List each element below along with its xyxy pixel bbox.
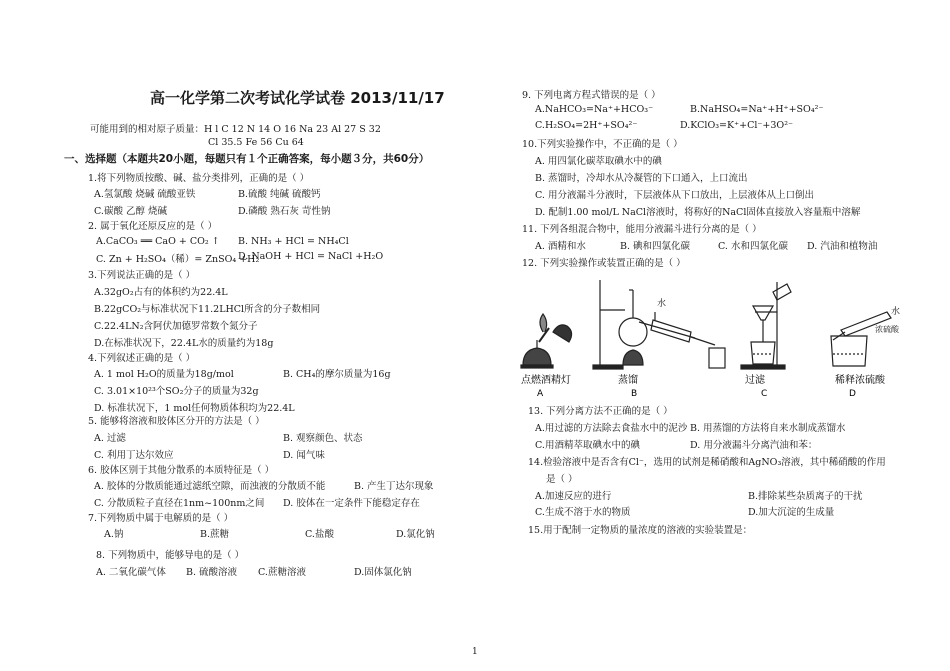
apparatus-d [831,305,900,366]
q10-opt-c: C. 用分液漏斗分液时，下层液体从下口放出，上层液体从上口倒出 [535,190,814,201]
q13-opt-c: C.用酒精萃取碘水中的碘 [535,440,640,451]
q6-opt-a: A. 胶体的分散质能通过滤纸空隙，而浊液的分散质不能 [94,481,326,492]
q7-opt-c: C.盐酸 [305,529,334,540]
q6-opt-d: D. 胶体在一定条件下能稳定存在 [283,498,420,509]
apparatus-figure [515,270,910,405]
q1-opt-a: A.氢氯酸 烧碱 硫酸亚铁 [94,189,196,200]
q14-opt-a: A.加速反应的进行 [535,491,612,502]
atomic-mass-line-1: 可能用到的相对原子质量：H l C 12 N 14 O 16 Na 23 Al 27 S 32 [90,124,381,135]
q6-opt-c: C. 分散质粒子直径在1nm~100nm之间 [94,498,265,509]
q5-opt-c: C. 利用丁达尔效应 [94,450,174,461]
q6-opt-b: B. 产生丁达尔现象 [354,481,434,492]
q7-opt-b: B.蔗糖 [200,529,230,540]
apparatus-b [593,280,725,369]
q13-opt-b: B. 用蒸馏的方法将自来水制成蒸馏水 [690,423,846,434]
q5-opt-b: B. 观察颜色、状态 [283,433,363,444]
q2-opt-a: A.CaCO₃ ══ CaO + CO₂ ↑ [96,236,220,247]
q11-opt-d: D. 汽油和植物油 [807,241,878,252]
q1-opt-c: C.碳酸 乙醇 烧碱 [94,206,167,217]
q5: 5. 能够将溶液和胶体区分开的方法是（ ） [88,416,265,427]
q13: 13. 下列分离方法不正确的是（ ） [528,406,673,417]
q2-opt-c: C. Zn + H₂SO₄（稀）= ZnSO₄ +H₂ [96,254,260,265]
atomic-mass-line-2: Cl 35.5 Fe 56 Cu 64 [208,137,304,148]
q7: 7.下列物质中属于电解质的是（ ） [88,513,234,524]
q2-opt-d: D. NaOH + HCl = NaCl +H₂O [238,251,384,262]
letter-a: A [537,389,544,399]
q11-opt-a: A. 酒精和水 [535,241,586,252]
q9-opt-a: A.NaHCO₃=Na⁺+HCO₃⁻ [535,104,654,115]
caption-a: 点燃酒精灯 [521,375,571,386]
q4-opt-b: B. CH₄的摩尔质量为16g [283,369,391,380]
q3-opt-b: B.22gCO₂与标准状况下11.2LHCl所含的分子数相同 [94,304,321,315]
section-header: 一、选择题（本题共20小题，每题只有１个正确答案，每小题３分，共60分） [64,153,430,165]
q13-opt-d: D. 用分液漏斗分离汽油和苯： [690,440,818,451]
apparatus-c [741,282,791,369]
q5-opt-a: A. 过滤 [94,433,126,444]
q8-opt-a: A. 二氧化碳气体 [96,567,166,578]
svg-text:浓硫酸: 浓硫酸 [875,325,899,334]
apparatus-a [521,314,572,368]
q3-opt-c: C.22.4LN₂含阿伏加德罗常数个氮分子 [94,321,258,332]
q5-opt-d: D. 闻气味 [283,450,325,461]
q14-cont: 是（ ） [546,474,578,485]
q3-opt-a: A.32gO₂占有的体积约为22.4L [94,287,228,298]
q3: 3.下列说法正确的是（ ） [88,270,196,281]
q2: 2. 属于氧化还原反应的是（ ） [88,221,218,232]
q10-opt-b: B. 蒸馏时，冷却水从冷凝管的下口通入，上口流出 [535,173,748,184]
q4: 4.下列叙述正确的是（ ） [88,353,196,364]
q10-opt-d: D. 配制1.00 mol/L NaCl溶液时，将称好的NaCl固体直接放入容量瓶中溶解 [535,207,861,218]
letter-c: C [761,389,768,399]
q11-opt-b: B. 碘和四氯化碳 [620,241,691,252]
q13-opt-a: A.用过滤的方法除去食盐水中的泥沙 [535,423,688,434]
caption-d: 稀释浓硫酸 [835,375,885,386]
q9-opt-c: C.H₂SO₄=2H⁺+SO₄²⁻ [535,120,638,131]
q15: 15.用于配制一定物质的量浓度的溶液的实验装置是： [528,525,753,536]
q14: 14.检验溶液中是否含有Cl⁻，选用的试剂是稀硝酸和AgNO₃溶液，其中稀硝酸的作用 [528,457,886,468]
q8-opt-c: C.蔗糖溶液 [258,567,306,578]
q8-opt-b: B. 硫酸溶液 [186,567,238,578]
q1: 1.将下列物质按酸、碱、盐分类排列，正确的是（ ） [88,173,310,184]
q9: 9. 下列电离方程式错误的是（ ） [522,90,661,101]
q10: 10.下列实验操作中，不正确的是（ ） [522,139,683,150]
q8: 8. 下列物质中，能够导电的是（ ） [96,550,245,561]
letter-d: D [849,389,856,399]
q14-opt-d: D.加大沉淀的生成量 [748,507,835,518]
q4-opt-d: D. 标准状况下，1 mol任何物质体积均为22.4L [94,403,295,414]
q4-opt-a: A. 1 mol H₂O的质量为18g/mol [94,369,234,380]
q9-opt-d: D.KClO₃=K⁺+Cl⁻+3O²⁻ [680,120,794,131]
q7-opt-d: D.氯化钠 [396,529,435,540]
q12: 12. 下列实验操作或装置正确的是（ ） [522,258,686,269]
q14-opt-b: B.排除某些杂质离子的干扰 [748,491,863,502]
q4-opt-c: C. 3.01×10²³个SO₂分子的质量为32g [94,386,259,397]
q2-opt-b: B. NH₃ + HCl = NH₄Cl [238,236,349,247]
page-title: 高一化学第二次考试化学试卷 2013/11/17 [150,89,445,107]
q1-opt-b: B.硫酸 纯碱 硫酸钙 [238,189,321,200]
svg-text:水: 水 [657,299,667,309]
page-number: 1 [472,647,478,657]
q14-opt-c: C.生成不溶于水的物质 [535,507,631,518]
q3-opt-d: D.在标准状况下，22.4L水的质量约为18g [94,338,274,349]
q7-opt-a: A.钠 [104,529,124,540]
letter-b: B [631,389,638,399]
q8-opt-d: D.固体氯化钠 [354,567,412,578]
q11: 11. 下列各组混合物中，能用分液漏斗进行分离的是（ ） [522,224,762,235]
caption-c: 过滤 [745,375,765,386]
q10-opt-a: A. 用四氯化碳萃取碘水中的碘 [535,156,662,167]
q1-opt-d: D.磷酸 熟石灰 苛性钠 [238,206,331,217]
q11-opt-c: C. 水和四氯化碳 [718,241,788,252]
caption-b: 蒸馏 [618,375,638,386]
q9-opt-b: B.NaHSO₄=Na⁺+H⁺+SO₄²⁻ [690,104,824,115]
svg-text:水: 水 [891,307,901,317]
q6: 6. 胶体区别于其他分散系的本质特征是（ ） [88,465,275,476]
